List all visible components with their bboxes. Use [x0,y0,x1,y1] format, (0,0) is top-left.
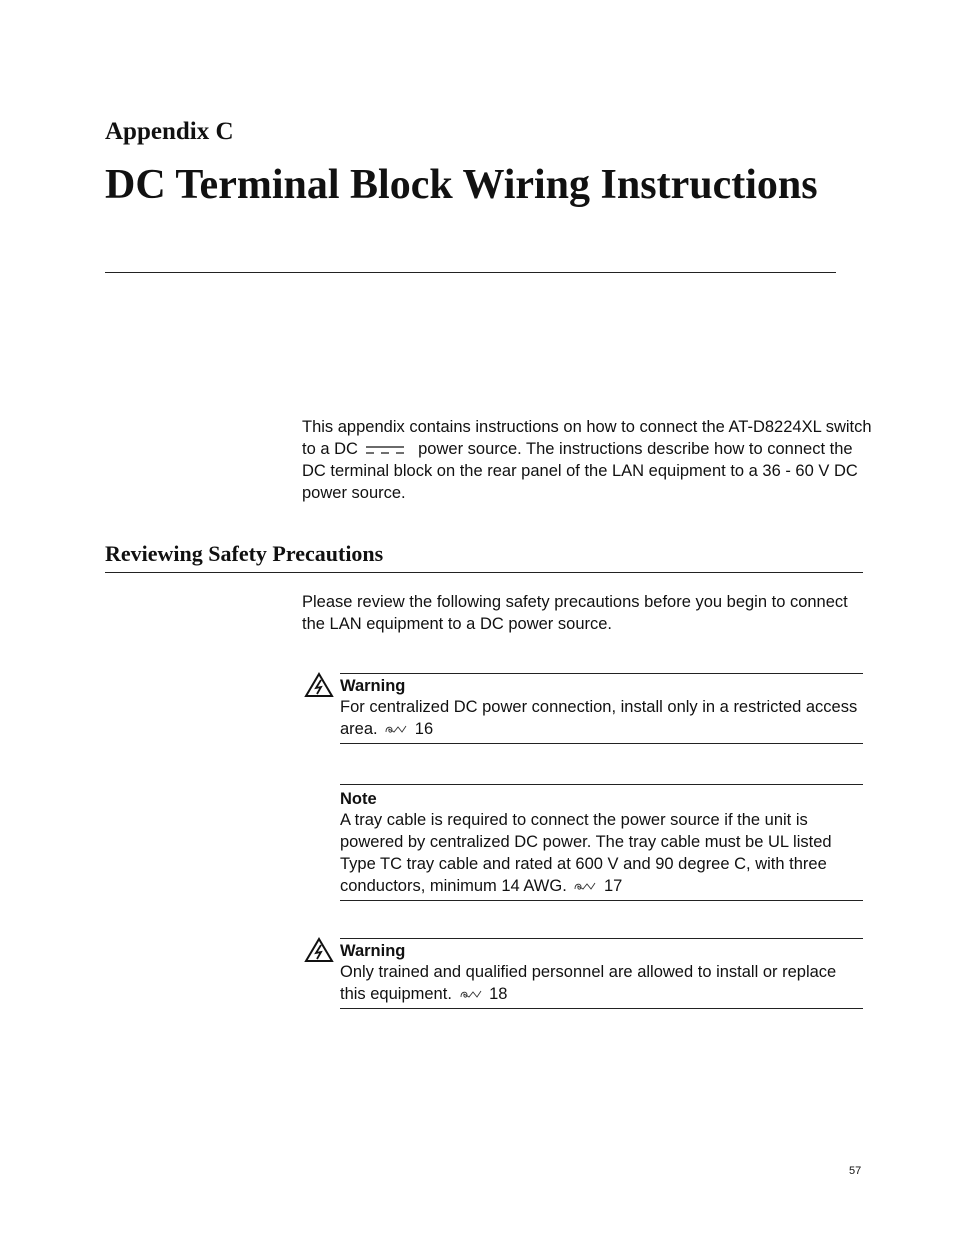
title-divider [105,272,836,273]
notice-ref-number: 18 [489,985,508,1003]
notice-ref-number: 16 [414,720,434,738]
warning-notice-2 [340,938,863,1009]
notice-text [340,961,863,1005]
intro-text-end: power source. The instructions describe how to connect the DC terminal block on the rear panel of the LAN equipment to a 36 - 60 V DC power source. [302,440,858,502]
electrical-hazard-warning-icon [304,937,334,963]
note-notice [340,784,863,901]
intro-paragraph [302,416,872,504]
notice-ref-number: 17 [603,877,623,895]
notice-type-label: Note [340,790,377,808]
notice-body: For centralized DC power connection, install only in a restricted access area. [340,698,858,738]
appendix-label: Appendix C [105,118,234,145]
notice-body: Only trained and qualified personnel are allowed to install or replace this equipment. [340,963,837,1003]
section-intro-paragraph: Please review the following safety precautions before you begin to connect the LAN equipment to a DC power source. [302,593,848,633]
notice-type-label: Warning [340,677,406,695]
page-title: DC Terminal Block Wiring Instructions [105,162,818,208]
section-divider [105,572,863,573]
translation-reference-icon [384,724,408,734]
intro-text-start: This appendix contains instructions on how to connect the AT-D8224XL switch to a DC [302,418,872,458]
notice-body: A tray cable is required to connect the power source if the unit is powered by centralized DC power. The tray cable must be UL listed Type TC tray cable and rated at 600 V and 90 degree C, with three conductors, minimum 14 AWG. [340,811,832,895]
page-number: 57 [849,1165,862,1177]
notice-text [340,696,863,740]
section-heading: Reviewing Safety Precautions [105,541,384,566]
notice-type-label: Warning [340,942,406,960]
warning-notice-1 [340,673,863,744]
notice-text [340,809,863,897]
translation-reference-icon [459,989,483,999]
dc-current-symbol-icon [366,445,404,455]
translation-reference-icon [573,881,597,891]
electrical-hazard-warning-icon [304,672,334,698]
